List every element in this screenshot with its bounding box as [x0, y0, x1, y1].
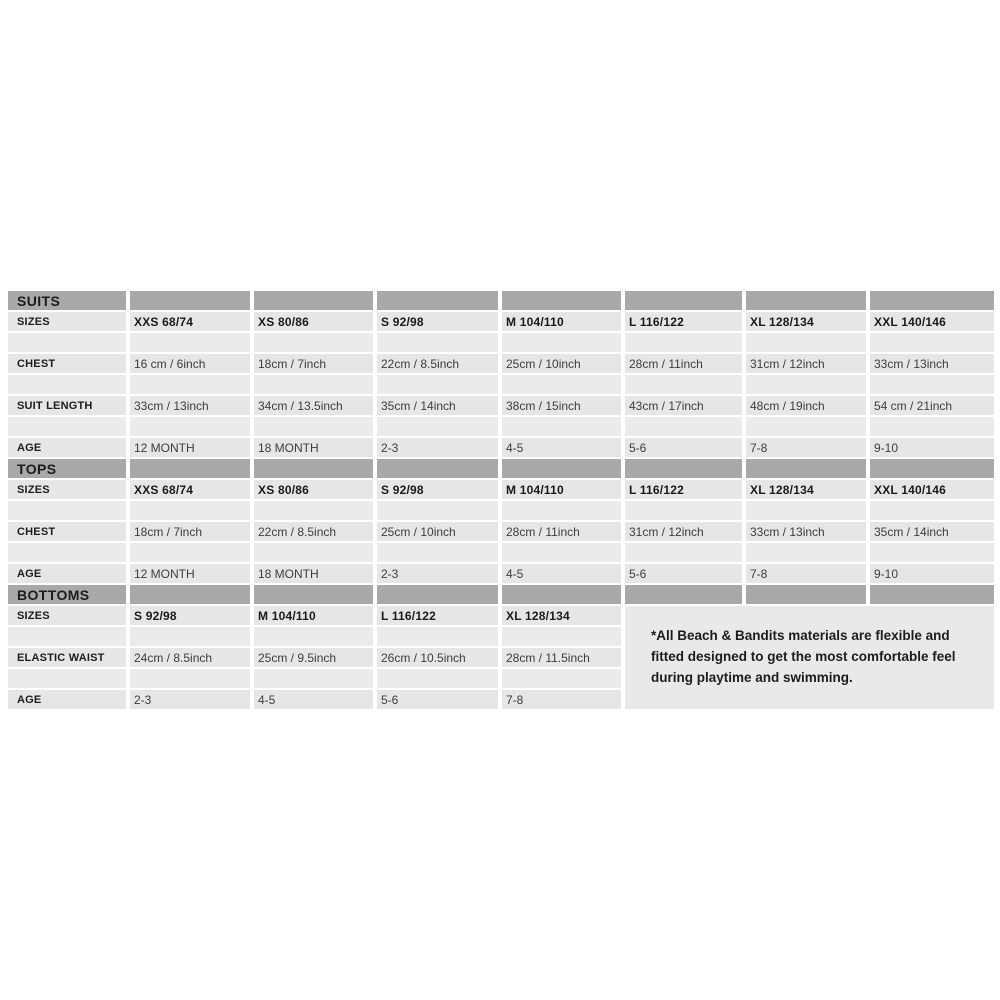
size-chart-grid: [8, 291, 994, 709]
size-value: 25cm / 10inch: [377, 522, 498, 541]
section-header-bar: [377, 291, 498, 310]
spacer-cell: [625, 501, 742, 520]
row-label: AGE: [8, 564, 126, 583]
spacer-cell: [625, 543, 742, 562]
size-value: 2-3: [377, 564, 498, 583]
spacer-cell: [746, 375, 866, 394]
size-value: 7-8: [502, 690, 621, 709]
spacer-cell: [8, 333, 126, 352]
section-header-bar: [502, 585, 621, 604]
spacer-cell: [502, 333, 621, 352]
size-value: 33cm / 13inch: [746, 522, 866, 541]
section-header-bar: [377, 459, 498, 478]
spacer-cell: [254, 627, 373, 646]
size-value: 2-3: [130, 690, 250, 709]
spacer-cell: [377, 627, 498, 646]
spacer-cell: [8, 417, 126, 436]
spacer-cell: [254, 501, 373, 520]
size-value: 2-3: [377, 438, 498, 457]
spacer-cell: [377, 501, 498, 520]
materials-note: *All Beach & Bandits materials are flexible and fitted designed to get the most comfortable feel during playtime and swimming.: [625, 606, 994, 709]
section-header-bar: [502, 291, 621, 310]
size-value: 18 MONTH: [254, 438, 373, 457]
section-header-bar: [625, 585, 742, 604]
size-value: 4-5: [502, 564, 621, 583]
size-value: 33cm / 13inch: [870, 354, 994, 373]
spacer-cell: [502, 669, 621, 688]
spacer-cell: [8, 669, 126, 688]
size-value: 5-6: [377, 690, 498, 709]
spacer-cell: [130, 543, 250, 562]
size-value: 18 MONTH: [254, 564, 373, 583]
size-value: M 104/110: [254, 606, 373, 625]
row-label: CHEST: [8, 522, 126, 541]
size-value: 18cm / 7inch: [130, 522, 250, 541]
spacer-cell: [502, 417, 621, 436]
size-value: 16 cm / 6inch: [130, 354, 250, 373]
size-value: 35cm / 14inch: [377, 396, 498, 415]
size-value: 28cm / 11inch: [502, 522, 621, 541]
size-chart: [8, 291, 994, 709]
section-header-bar: [130, 585, 250, 604]
spacer-cell: [377, 669, 498, 688]
size-value: 33cm / 13inch: [130, 396, 250, 415]
spacer-cell: [130, 333, 250, 352]
size-value: 31cm / 12inch: [746, 354, 866, 373]
row-label: CHEST: [8, 354, 126, 373]
section-header-bar: [746, 459, 866, 478]
size-value: M 104/110: [502, 480, 621, 499]
size-value: XXS 68/74: [130, 312, 250, 331]
section-header-bar: [870, 291, 994, 310]
size-value: 31cm / 12inch: [625, 522, 742, 541]
spacer-cell: [625, 375, 742, 394]
spacer-cell: [130, 627, 250, 646]
spacer-cell: [377, 375, 498, 394]
size-value: 9-10: [870, 564, 994, 583]
spacer-cell: [870, 375, 994, 394]
size-value: XS 80/86: [254, 312, 373, 331]
size-value: XL 128/134: [746, 312, 866, 331]
row-label: SIZES: [8, 480, 126, 499]
section-header-bar: [254, 459, 373, 478]
size-value: XS 80/86: [254, 480, 373, 499]
spacer-cell: [254, 375, 373, 394]
size-value: 5-6: [625, 438, 742, 457]
size-value: L 116/122: [625, 312, 742, 331]
spacer-cell: [8, 501, 126, 520]
section-title: BOTTOMS: [8, 585, 126, 604]
spacer-cell: [502, 375, 621, 394]
section-header-bar: [625, 291, 742, 310]
size-value: 43cm / 17inch: [625, 396, 742, 415]
row-label: SUIT LENGTH: [8, 396, 126, 415]
spacer-cell: [746, 501, 866, 520]
size-value: S 92/98: [377, 312, 498, 331]
size-value: 12 MONTH: [130, 438, 250, 457]
spacer-cell: [502, 501, 621, 520]
size-value: 22cm / 8.5inch: [377, 354, 498, 373]
size-value: XXL 140/146: [870, 312, 994, 331]
spacer-cell: [502, 543, 621, 562]
section-header-bar: [502, 459, 621, 478]
size-value: 48cm / 19inch: [746, 396, 866, 415]
size-value: 7-8: [746, 564, 866, 583]
size-value: L 116/122: [377, 606, 498, 625]
size-value: 26cm / 10.5inch: [377, 648, 498, 667]
spacer-cell: [8, 627, 126, 646]
spacer-cell: [130, 501, 250, 520]
spacer-cell: [377, 417, 498, 436]
spacer-cell: [254, 669, 373, 688]
spacer-cell: [377, 333, 498, 352]
row-label: SIZES: [8, 606, 126, 625]
row-label: ELASTIC WAIST: [8, 648, 126, 667]
size-value: 28cm / 11inch: [625, 354, 742, 373]
section-header-bar: [254, 585, 373, 604]
section-header-bar: [254, 291, 373, 310]
size-value: 12 MONTH: [130, 564, 250, 583]
row-label: AGE: [8, 690, 126, 709]
size-value: 24cm / 8.5inch: [130, 648, 250, 667]
section-header-bar: [130, 291, 250, 310]
section-header-bar: [746, 585, 866, 604]
size-value: 25cm / 9.5inch: [254, 648, 373, 667]
size-value: S 92/98: [130, 606, 250, 625]
size-value: 5-6: [625, 564, 742, 583]
section-title: SUITS: [8, 291, 126, 310]
spacer-cell: [502, 627, 621, 646]
spacer-cell: [254, 333, 373, 352]
spacer-cell: [8, 375, 126, 394]
size-value: XXS 68/74: [130, 480, 250, 499]
size-value: XL 128/134: [502, 606, 621, 625]
size-value: 35cm / 14inch: [870, 522, 994, 541]
size-value: M 104/110: [502, 312, 621, 331]
spacer-cell: [254, 543, 373, 562]
size-value: 18cm / 7inch: [254, 354, 373, 373]
section-header-bar: [625, 459, 742, 478]
section-title: TOPS: [8, 459, 126, 478]
spacer-cell: [130, 669, 250, 688]
section-header-bar: [870, 459, 994, 478]
size-value: S 92/98: [377, 480, 498, 499]
section-header-bar: [377, 585, 498, 604]
spacer-cell: [870, 543, 994, 562]
spacer-cell: [746, 417, 866, 436]
spacer-cell: [870, 501, 994, 520]
section-header-bar: [746, 291, 866, 310]
row-label: AGE: [8, 438, 126, 457]
spacer-cell: [8, 543, 126, 562]
size-value: 9-10: [870, 438, 994, 457]
size-value: L 116/122: [625, 480, 742, 499]
size-value: 4-5: [502, 438, 621, 457]
size-value: 7-8: [746, 438, 866, 457]
section-header-bar: [870, 585, 994, 604]
spacer-cell: [254, 417, 373, 436]
size-value: 28cm / 11.5inch: [502, 648, 621, 667]
spacer-cell: [746, 543, 866, 562]
spacer-cell: [870, 417, 994, 436]
size-value: XL 128/134: [746, 480, 866, 499]
spacer-cell: [130, 417, 250, 436]
spacer-cell: [130, 375, 250, 394]
row-label: SIZES: [8, 312, 126, 331]
size-value: 22cm / 8.5inch: [254, 522, 373, 541]
spacer-cell: [870, 333, 994, 352]
size-value: 34cm / 13.5inch: [254, 396, 373, 415]
section-header-bar: [130, 459, 250, 478]
size-value: 54 cm / 21inch: [870, 396, 994, 415]
spacer-cell: [377, 543, 498, 562]
size-value: 4-5: [254, 690, 373, 709]
size-value: 25cm / 10inch: [502, 354, 621, 373]
size-value: 38cm / 15inch: [502, 396, 621, 415]
spacer-cell: [746, 333, 866, 352]
size-value: XXL 140/146: [870, 480, 994, 499]
spacer-cell: [625, 333, 742, 352]
spacer-cell: [625, 417, 742, 436]
